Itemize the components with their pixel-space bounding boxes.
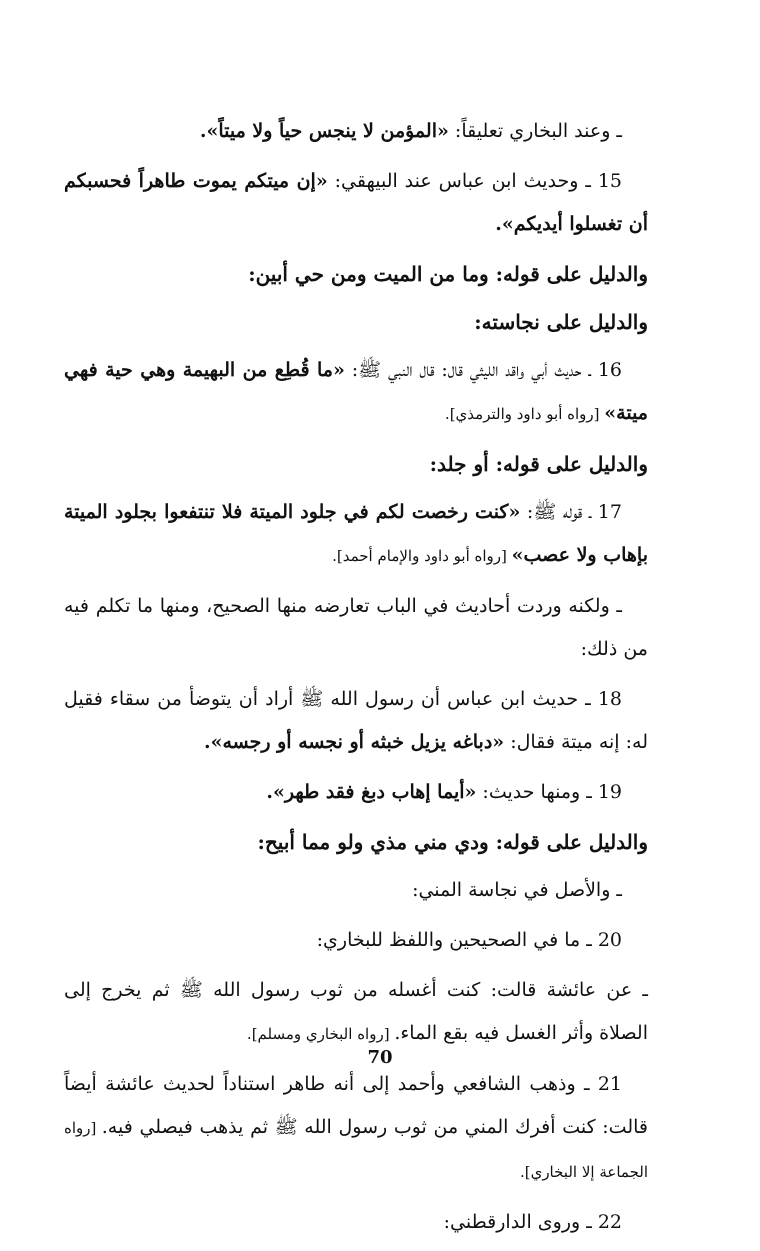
quoted-text: «ما قُطِع من البهيمة وهي حية فهي ميتة» (64, 359, 648, 424)
text-run: 21 ـ وذهب الشافعي وأحمد إلى أنه طاهر استناداً لحديث عائشة أيضاً قالت: كنت أفرك المني من ثوب رسول الله ﷺ ثم يذهب فيصلي فيه. (64, 1073, 648, 1138)
quoted-text: «دباغه يزيل خبثه أو نجسه أو رجسه». (203, 731, 505, 753)
paragraph (64, 585, 648, 671)
page-number: 70 (367, 1047, 393, 1068)
text-run: ـ وعند البخاري تعليقاً: (448, 120, 622, 142)
source-citation: [رواه أبو داود والإمام أحمد]. (332, 547, 512, 565)
paragraph (64, 1201, 648, 1244)
paragraph (64, 491, 648, 578)
text-run: ـ والأصل في نجاسة المني: (412, 879, 622, 901)
text-run: 18 ـ حديث ابن عباس أن رسول الله ﷺ أراد أن يتوضأ من سقاء فقيل له: إنه ميتة فقال: (64, 688, 648, 753)
quoted-text: «المؤمن لا ينجس حياً ولا ميتاً». (199, 120, 449, 142)
section-heading (64, 821, 648, 864)
paragraph (64, 678, 648, 764)
source-citation: [رواه الجماعة إلا البخاري]. (64, 1119, 648, 1181)
text-run: والدليل على قوله: وما من الميت ومن حي أبين: (248, 262, 648, 286)
text-run: 19 ـ ومنها حديث: (476, 781, 622, 803)
paragraph (64, 771, 648, 814)
text-run: 17 ـ قوله ﷺ: (520, 501, 622, 523)
paragraph (64, 110, 648, 153)
section-heading (64, 301, 648, 344)
paragraph (64, 349, 648, 436)
paragraph (64, 969, 648, 1056)
text-run: 16 ـ حديث أبي واقد الليثي قال: قال النبي ﷺ: (344, 359, 622, 381)
text-run: 15 ـ وحديث ابن عباس عند البيهقي: (327, 170, 622, 192)
paragraph (64, 1063, 648, 1194)
paragraph (64, 919, 648, 962)
paragraph (64, 869, 648, 912)
text-run: ـ ولكنه وردت أحاديث في الباب تعارضه منها الصحيح، ومنها ما تكلم فيه من ذلك: (64, 595, 648, 660)
paragraph (64, 160, 648, 246)
text-run: 22 ـ وروى الدارقطني: (443, 1211, 622, 1233)
text-run: والدليل على قوله: أو جلد: (429, 452, 648, 476)
quoted-text: «أيما إهاب دبغ فقد طهر». (266, 781, 477, 803)
text-run: والدليل على قوله: ودي مني مذي ولو مما أبيح: (257, 830, 648, 854)
page-body (64, 110, 648, 1251)
source-citation: [رواه أبو داود والترمذي]. (444, 405, 605, 423)
text-run: ـ عن عائشة قالت: كنت أغسله من ثوب رسول الله ﷺ ثم يخرج إلى الصلاة وأثر الغسل فيه بقع الماء. (64, 979, 648, 1044)
text-run: 20 ـ ما في الصحيحين واللفظ للبخاري: (316, 929, 622, 951)
section-heading (64, 253, 648, 296)
text-run: والدليل على نجاسته: (474, 310, 648, 334)
section-heading (64, 443, 648, 486)
quoted-text: «كنت رخصت لكم في جلود الميتة فلا تنتفعوا بجلود الميتة بإهاب ولا عصب» (64, 501, 648, 566)
quoted-text: «إن ميتكم يموت طاهراً فحسبكم أن تغسلوا أيديكم». (64, 170, 648, 235)
source-citation: [رواه البخاري ومسلم]. (246, 1025, 395, 1043)
